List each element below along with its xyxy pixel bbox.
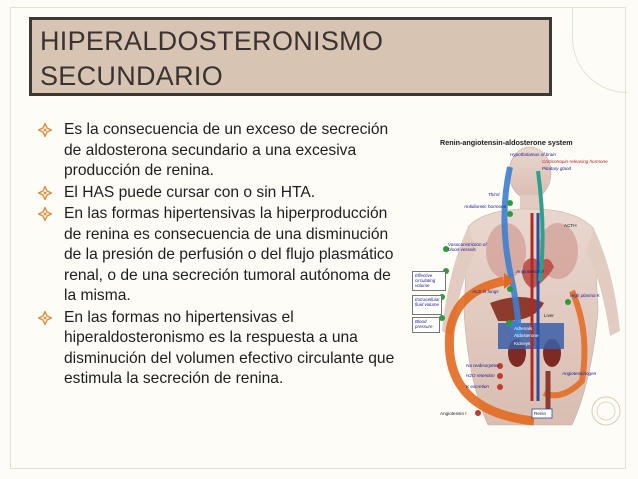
bullet-text: En las formas no hipertensivas el hiperaldosteronismo es la respuesta a una disminución del volumen efectivo circulante que estimula la secreción de renina. <box>64 308 395 387</box>
raas-diagram <box>412 131 626 427</box>
figure-title: Renin-angiotensin-aldosterone system <box>440 138 573 147</box>
page-title-line-2: SECUNDARIO <box>40 61 224 91</box>
bullet-text: En las formas hipertensivas la hiperproducción de renina es consecuencia de una disminución de la presión de perfusión o del flujo plasmático renal, o de una secreción tumoral autónoma de la misma. <box>64 205 394 304</box>
label-angiotensin-ii: Angiotensin II <box>516 269 544 274</box>
label-pituitary: Pituitary gland <box>542 166 572 171</box>
bullet-item <box>34 183 404 204</box>
extracellular-box <box>412 295 442 315</box>
diamond-cross-icon <box>38 186 52 200</box>
label-corticotropin: Corticotropin-releasing hormone <box>542 159 608 164</box>
diamond-cross-icon <box>38 311 52 325</box>
label-liver: Liver <box>544 313 554 318</box>
bullet-item <box>34 120 404 182</box>
label-hypothalamus: Hypothalamus of brain <box>510 152 556 157</box>
page-title-line-1: HIPERALDOSTERONISMO <box>40 26 384 56</box>
bullet-text: Es la consecuencia de un exceso de secreción de aldosterona secundario a una excesiva producción de renina. <box>64 121 389 179</box>
label-ace: ACE in lungs <box>472 289 499 294</box>
bullet-text: El HAS puede cursar con o sin HTA. <box>64 183 316 201</box>
label-extracellular: Extracellular fluid volume <box>415 297 440 307</box>
label-kidneys: Kidneys <box>514 341 531 346</box>
label-vasoconstriction: Vasoconstriction of blood vessels <box>448 242 487 252</box>
label-adrenals: Adrenals <box>514 326 533 331</box>
label-na-reabsorption: Na reabsorption <box>466 363 499 368</box>
label-angiotensinogen: Angiotensinogen <box>562 371 597 376</box>
label-k-excretion: K excretion <box>466 384 489 389</box>
label-high-plasma-k: High plasma K <box>570 293 600 298</box>
label-h2o-retention: H2O retention <box>466 373 495 378</box>
label-effective-volume: Effective circulating volume <box>415 273 436 288</box>
bullet-list <box>34 120 404 390</box>
label-aldosterone: Aldosterone <box>514 333 539 338</box>
label-thirst: Thirst <box>488 192 500 197</box>
effective-volume-box <box>412 271 446 291</box>
label-acth: ACTH <box>564 223 577 228</box>
label-angiotensin-i: Angiotensin I <box>440 411 467 416</box>
blood-pressure-box <box>412 317 440 333</box>
bullet-item <box>34 308 404 390</box>
bullet-item <box>34 204 404 307</box>
label-blood-pressure: Blood pressure <box>415 319 433 329</box>
label-renin: Renin <box>534 411 547 416</box>
label-adh: Antidiuretic hormone <box>464 204 507 209</box>
title-box <box>29 17 552 96</box>
diamond-cross-icon <box>38 123 52 137</box>
diamond-cross-icon <box>38 207 52 221</box>
